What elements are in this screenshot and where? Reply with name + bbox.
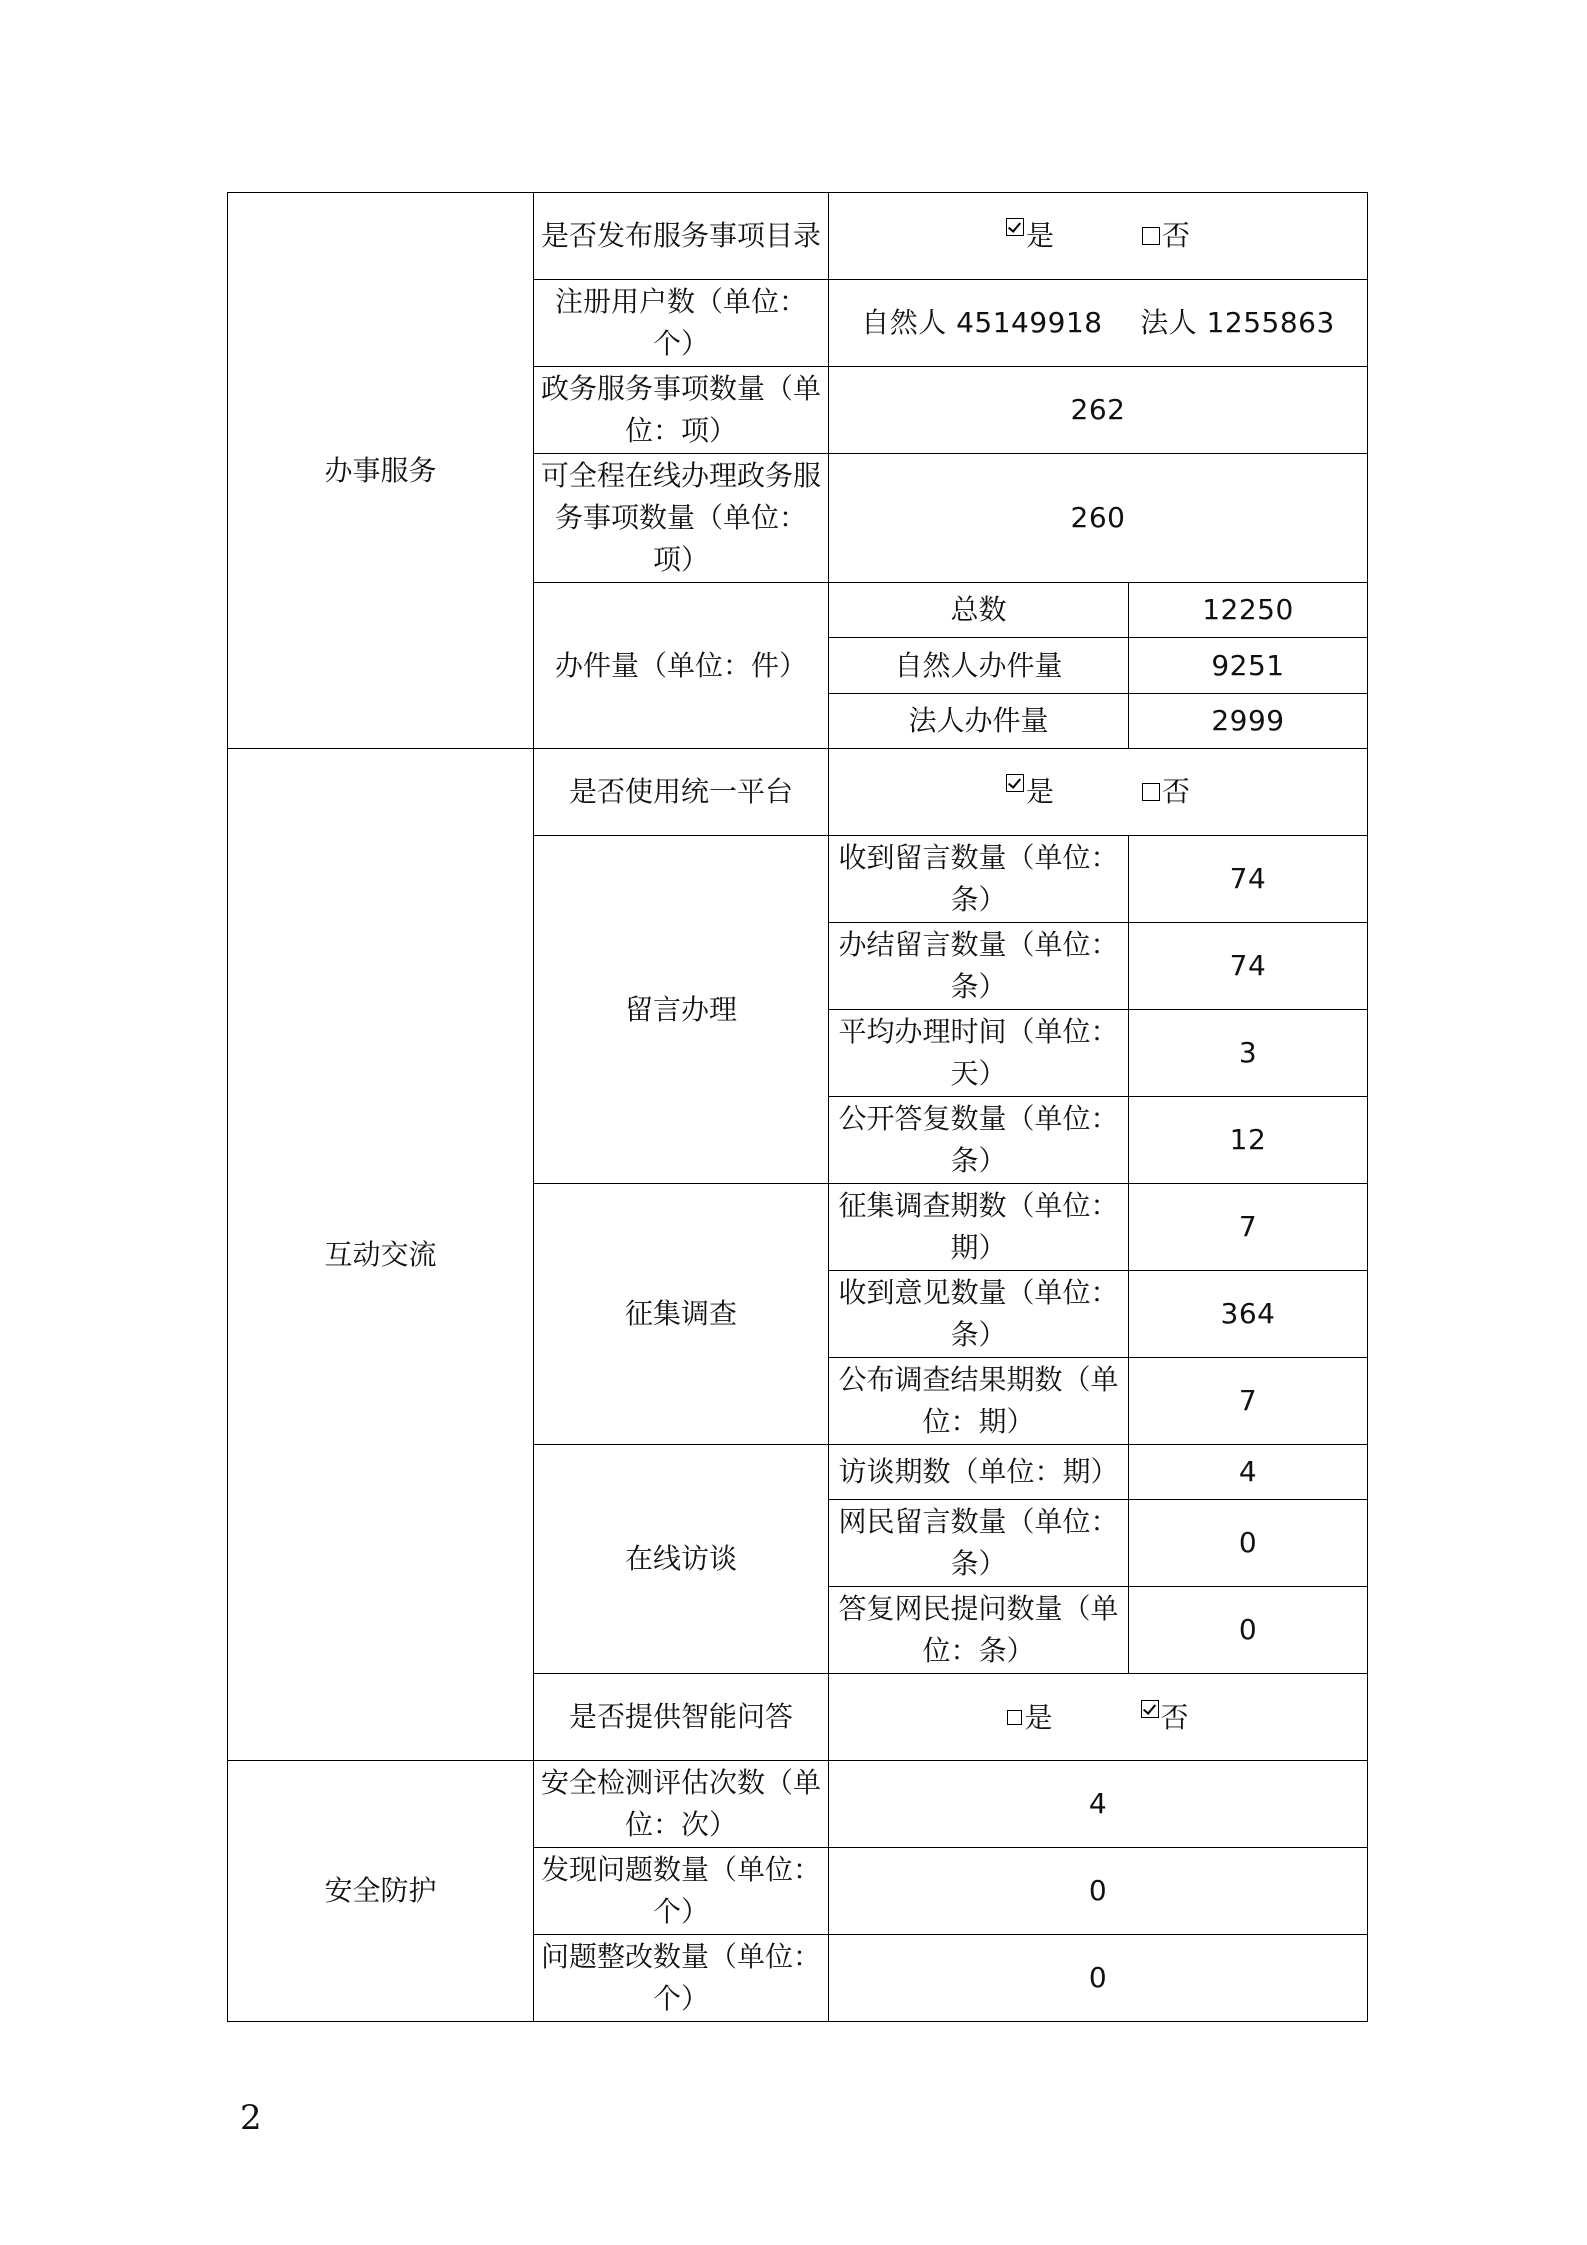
interview-periods-value: 4 [1129, 1445, 1368, 1500]
platform-yes-label: 是 [1025, 775, 1054, 808]
fixed-label: 问题整改数量（单位：个） [534, 1935, 829, 2022]
netizen-answers-value: 0 [1129, 1587, 1368, 1674]
qa-options [829, 1674, 1368, 1761]
opinions-label: 收到意见数量（单位：条） [829, 1271, 1129, 1358]
interview-group: 在线访谈 [534, 1445, 829, 1674]
problems-label: 发现问题数量（单位：个） [534, 1848, 829, 1935]
section-office-services: 办事服务 [228, 193, 534, 749]
catalog-no-label: 否 [1162, 219, 1191, 252]
platform-label: 是否使用统一平台 [534, 749, 829, 836]
platform-no-option [1142, 771, 1190, 813]
messages-group: 留言办理 [534, 836, 829, 1184]
netizen-answers-label: 答复网民提问数量（单位：条） [829, 1587, 1129, 1674]
items-value: 262 [829, 367, 1368, 454]
qa-no-option [1141, 1697, 1189, 1739]
online-label: 可全程在线办理政务服务事项数量（单位：项） [534, 454, 829, 583]
cases-total-value: 12250 [1129, 583, 1368, 638]
table-row [228, 193, 1368, 280]
fixed-value: 0 [829, 1935, 1368, 2022]
messages-received-value: 74 [1129, 836, 1368, 923]
public-replies-value: 12 [1129, 1097, 1368, 1184]
qa-label: 是否提供智能问答 [534, 1674, 829, 1761]
users-value: 自然人 45149918 法人 1255863 [829, 280, 1368, 367]
qa-yes-label: 是 [1024, 1700, 1053, 1734]
checked-box-icon [1141, 1700, 1159, 1718]
cases-legal-label: 法人办件量 [829, 694, 1129, 749]
section-security: 安全防护 [228, 1761, 534, 2022]
survey-periods-value: 7 [1129, 1184, 1368, 1271]
public-replies-label: 公开答复数量（单位：条） [829, 1097, 1129, 1184]
catalog-no-option [1142, 215, 1190, 257]
opinions-value: 364 [1129, 1271, 1368, 1358]
table-row [228, 1761, 1368, 1848]
cases-legal-value: 2999 [1129, 694, 1368, 749]
section-interaction: 互动交流 [228, 749, 534, 1761]
problems-value: 0 [829, 1848, 1368, 1935]
qa-yes-option [1007, 1697, 1052, 1739]
qa-no-label: 否 [1160, 1700, 1189, 1734]
avg-time-value: 3 [1129, 1010, 1368, 1097]
survey-periods-label: 征集调查期数（单位：期） [829, 1184, 1129, 1271]
catalog-yes-label: 是 [1025, 219, 1054, 252]
users-label: 注册用户数（单位：个） [534, 280, 829, 367]
survey-group: 征集调查 [534, 1184, 829, 1445]
catalog-options [829, 193, 1368, 280]
cases-total-label: 总数 [829, 583, 1129, 638]
netizen-messages-value: 0 [1129, 1500, 1368, 1587]
catalog-label: 是否发布服务事项目录 [534, 193, 829, 280]
netizen-messages-label: 网民留言数量（单位：条） [829, 1500, 1129, 1587]
checks-value: 4 [829, 1761, 1368, 1848]
avg-time-label: 平均办理时间（单位：天） [829, 1010, 1129, 1097]
page-number: 2 [240, 2098, 262, 2138]
items-label: 政务服务事项数量（单位：项） [534, 367, 829, 454]
cases-label: 办件量（单位：件） [534, 583, 829, 749]
messages-closed-label: 办结留言数量（单位：条） [829, 923, 1129, 1010]
checks-label: 安全检测评估次数（单位：次） [534, 1761, 829, 1848]
cases-natural-label: 自然人办件量 [829, 638, 1129, 694]
platform-yes-option [1006, 771, 1054, 813]
checked-box-icon [1006, 218, 1024, 236]
platform-options [829, 749, 1368, 836]
table-row [228, 749, 1368, 836]
unchecked-box-icon [1142, 227, 1160, 245]
catalog-yes-option [1006, 215, 1054, 257]
online-value: 260 [829, 454, 1368, 583]
interview-periods-label: 访谈期数（单位：期） [829, 1445, 1129, 1500]
platform-no-label: 否 [1162, 775, 1191, 808]
cases-natural-value: 9251 [1129, 638, 1368, 694]
messages-closed-value: 74 [1129, 923, 1368, 1010]
messages-received-label: 收到留言数量（单位：条） [829, 836, 1129, 923]
results-label: 公布调查结果期数（单位：期） [829, 1358, 1129, 1445]
unchecked-box-icon [1007, 1710, 1022, 1725]
report-table [227, 192, 1368, 2022]
results-value: 7 [1129, 1358, 1368, 1445]
checked-box-icon [1006, 774, 1024, 792]
unchecked-box-icon [1142, 783, 1160, 801]
